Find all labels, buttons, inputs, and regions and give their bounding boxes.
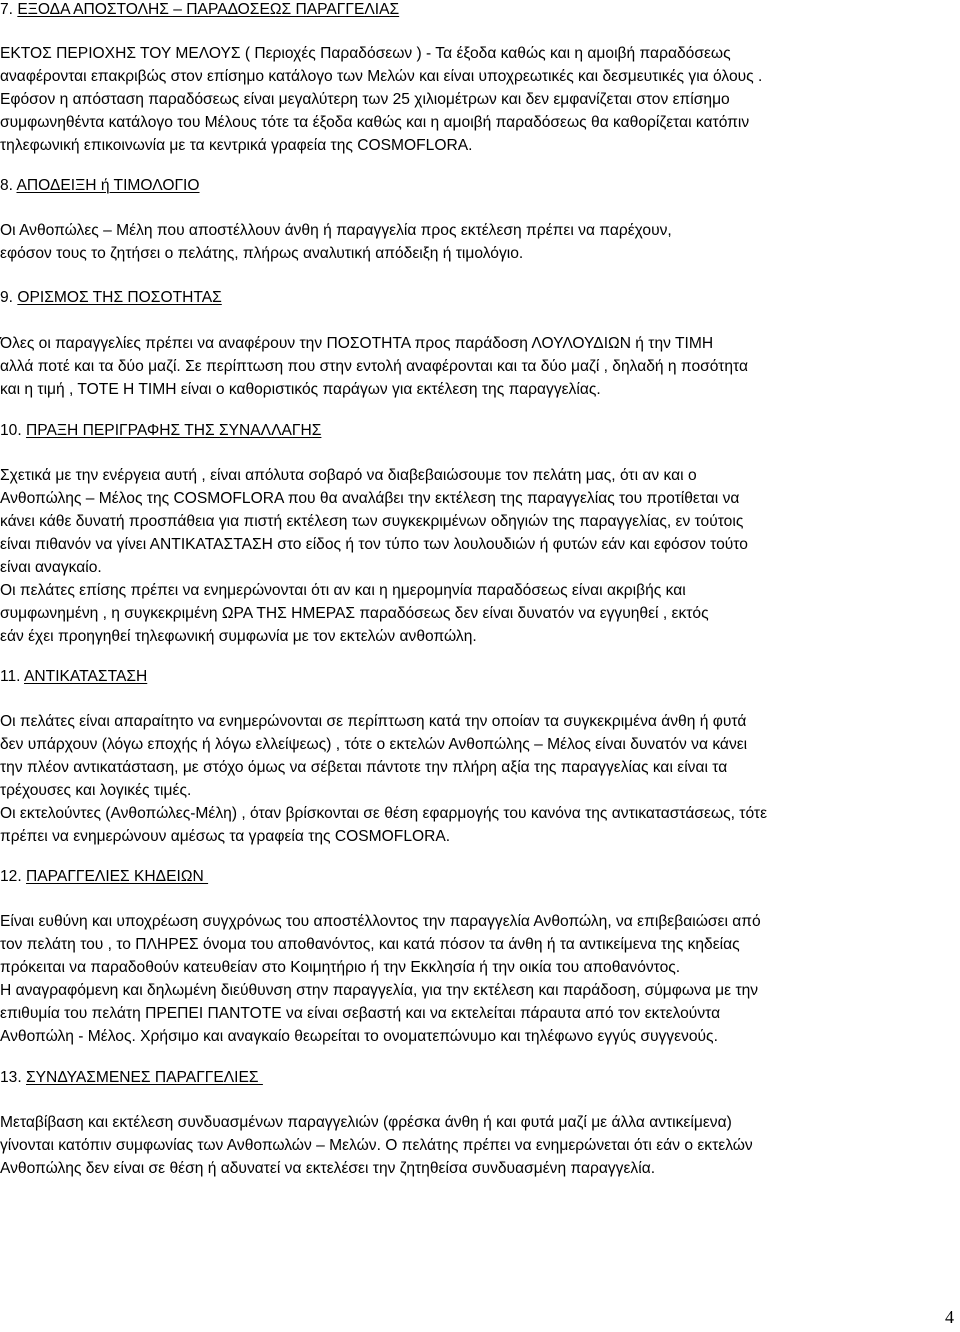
paragraph-line: πρόκειται να παραδοθούν κατευθείαν στο Κοιμητήριο ή την Εκκλησία ή την οικία του αποθανόντος. [0,959,681,976]
paragraph-line: την πλέον αντικατάσταση, με στόχο όμως να σέβεται πάντοτε την πλήρη αξία της παραγγελίας και είναι τα [0,759,728,776]
paragraph-line: Μεταβίβαση και εκτέλεση συνδυασμένων παραγγελιών (φρέσκα άνθη ή και φυτά μαζί με άλλα αντικείμενα) [0,1114,732,1131]
paragraph-line: τρέχουσες και λογικές τιμές. [0,782,192,799]
section-title: ΠΡΑΞΗ ΠΕΡΙΓΡΑΦΗΣ ΤΗΣ ΣΥΝΑΛΛΑΓΗΣ [26,422,322,439]
section-9-heading [0,288,222,308]
page-number: 4 [945,1307,954,1327]
paragraph-line: Όλες οι παραγγελίες πρέπει να αναφέρουν την ΠΟΣΟΤΗΤΑ προς παράδοση ΛΟΥΛΟΥΔΙΩΝ ή την ΤΙΜΗ [0,335,714,352]
paragraph-line: γίνονται κατόπιν συμφωνίας των Ανθοπωλών – Μελών. Ο πελάτης πρέπει να ενημερώνεται ότι εάν ο εκτελών [0,1137,753,1154]
paragraph-line: ΕΚΤΟΣ ΠΕΡΙΟΧΗΣ ΤΟΥ ΜΕΛΟΥΣ ( Περιοχές Παραδόσεων ) - Τα έξοδα καθώς και η αμοιβή παραδόσεως [0,45,731,62]
section-title: ΕΞΟΔΑ ΑΠΟΣΤΟΛΗΣ – ΠΑΡΑΔΟΣΕΩΣ ΠΑΡΑΓΓΕΛΙΑΣ [17,1,400,18]
paragraph-line: επιθυμία του πελάτη ΠΡΕΠΕΙ ΠΑΝΤΟΤΕ να είναι σεβαστή και να εκτελείται πάραυτα από τον εκτελούντα [0,1005,721,1022]
paragraph-line: συμφωνημένη , η συγκεκριμένη ΩΡΑ ΤΗΣ ΗΜΕΡΑΣ παραδόσεως δεν είναι δυνατόν να εγγυηθεί , εκτός [0,605,709,622]
section-title: ΑΠΟΔΕΙΞΗ ή ΤΙΜΟΛΟΓΙΟ [16,177,200,194]
section-number: 10. [0,422,27,439]
paragraph-line: πρέπει να ενημερώνουν αμέσως τα γραφεία της COSMOFLORA. [0,828,451,845]
paragraph-line: Είναι ευθύνη και υποχρέωση συγχρόνως του αποστέλλοντος την παραγγελία Ανθοπώλη, να επιβεβαιώσει από [0,913,761,930]
section-title: ΑΝΤΙΚΑΤΑΣΤΑΣΗ [24,668,148,685]
section-number: 12. [0,868,27,885]
section-number: 11. [0,668,24,685]
section-number: 7. [0,1,18,18]
paragraph-line: Ανθοπώλης – Μέλος της COSMOFLORA που θα αναλάβει την εκτέλεση της παραγγελίας του προτίθεται να [0,490,740,507]
paragraph-line: Σχετικά με την ενέργεια αυτή , είναι απόλυτα σοβαρό να διαβεβαιώσουμε τον πελάτη μας, ότι αν και ο [0,467,697,484]
section-11-heading [0,667,147,687]
paragraph-line: Ανθοπώλη - Μέλος. Χρήσιμο και αναγκαίο θεωρείται το ονοματεπώνυμο και τηλέφωνο εγγύς συγγενούς. [0,1028,718,1045]
paragraph-line: Ανθοπώλης δεν είναι σε θέση ή αδυνατεί να εκτελέσει την ζητηθείσα συνδυασμένη παραγγελία. [0,1160,656,1177]
section-13-heading [0,1068,263,1088]
paragraph-line: Οι πελάτες είναι απαραίτητο να ενημερώνονται σε περίπτωση κατά την οποίαν τα συγκεκριμένα άνθη ή φυτά [0,713,747,730]
section-number: 13. [0,1069,27,1086]
paragraph-line: τον πελάτη του , το ΠΛΗΡΕΣ όνομα του αποθανόντος, και κατά πόσον τα άνθη ή τα αντικείμενα της κηδείας [0,936,740,953]
paragraph-line: και η τιμή , ΤΟΤΕ Η ΤΙΜΗ είναι ο καθοριστικός παράγων για εκτέλεση της παραγγελίας. [0,381,601,398]
section-10-heading [0,421,321,441]
section-8-heading [0,176,200,196]
section-7-heading [0,0,399,20]
paragraph-line: Η αναγραφόμενη και δηλωμένη διεύθυνση στην παραγγελία, για την εκτέλεση και παράδοση, σύμφωνα με την [0,982,759,999]
paragraph-line: τηλεφωνική επικοινωνία με τα κεντρικά γραφεία της COSMOFLORA. [0,137,473,154]
paragraph-line: Οι εκτελούντες (Ανθοπώλες-Μέλη) , όταν βρίσκονται σε θέση εφαρμογής του κανόνα της αντικαταστάσεως, τότε [0,805,768,822]
section-number: 9. [0,289,18,306]
paragraph-line: συμφωνηθέντα κατάλογο του Μέλους τότε τα έξοδα καθώς και η αμοιβή παραδόσεως θα καθορίζεται κατόπιν [0,114,750,131]
paragraph-line: αναφέρονται επακριβώς στον επίσημο κατάλογο των Μελών και είναι υποχρεωτικές και δεσμευτικές για όλους . [0,68,763,85]
paragraph-line: Οι πελάτες επίσης πρέπει να ενημερώνονται ότι αν και η ημερομηνία παραδόσεως είναι ακριβής και [0,582,686,599]
section-title: ΠΑΡΑΓΓΕΛΙΕΣ ΚΗΔΕΙΩΝ [26,868,209,885]
paragraph-line: Οι Ανθοπώλες – Μέλη που αποστέλλουν άνθη ή παραγγελία προς εκτέλεση πρέπει να παρέχουν, [0,222,672,239]
paragraph-line: είναι πιθανόν να γίνει ΑΝΤΙΚΑΤΑΣΤΑΣΗ στο είδος ή τον τύπο των λουλουδιών ή φυτών εάν και εφόσον τούτο [0,536,748,553]
paragraph-line: κάνει κάθε δυνατή προσπάθεια για πιστή εκτέλεση των συγκεκριμένων οδηγιών της παραγγελίας, εν τούτοις [0,513,744,530]
paragraph-line: εφόσον τους το ζητήσει ο πελάτης, πλήρως αναλυτική απόδειξη ή τιμολόγιο. [0,245,524,262]
paragraph-line: αλλά ποτέ και τα δύο μαζί. Σε περίπτωση που στην εντολή αναφέρονται και τα δύο μαζί , δηλαδή η ποσότητα [0,358,748,375]
paragraph-line: Εφόσον η απόσταση παραδόσεως είναι μεγαλύτερη των 25 χιλιομέτρων και δεν εμφανίζεται στον επίσημο [0,91,730,108]
section-title: ΣΥΝΔΥΑΣΜΕΝΕΣ ΠΑΡΑΓΓΕΛΙΕΣ [26,1069,263,1086]
section-number: 8. [0,177,17,194]
section-title: ΟΡΙΣΜΟΣ ΤΗΣ ΠΟΣΟΤΗΤΑΣ [17,289,222,306]
paragraph-line: εάν έχει προηγηθεί τηλεφωνική συμφωνία με τον εκτελών ανθοπώλη. [0,628,477,645]
section-12-heading [0,867,208,887]
paragraph-line: είναι αναγκαίο. [0,559,102,576]
paragraph-line: δεν υπάρχουν (λόγω εποχής ή λόγω ελλείψεως) , τότε ο εκτελών Ανθοπώλης – Μέλος είναι δυνατόν να κάνει [0,736,748,753]
